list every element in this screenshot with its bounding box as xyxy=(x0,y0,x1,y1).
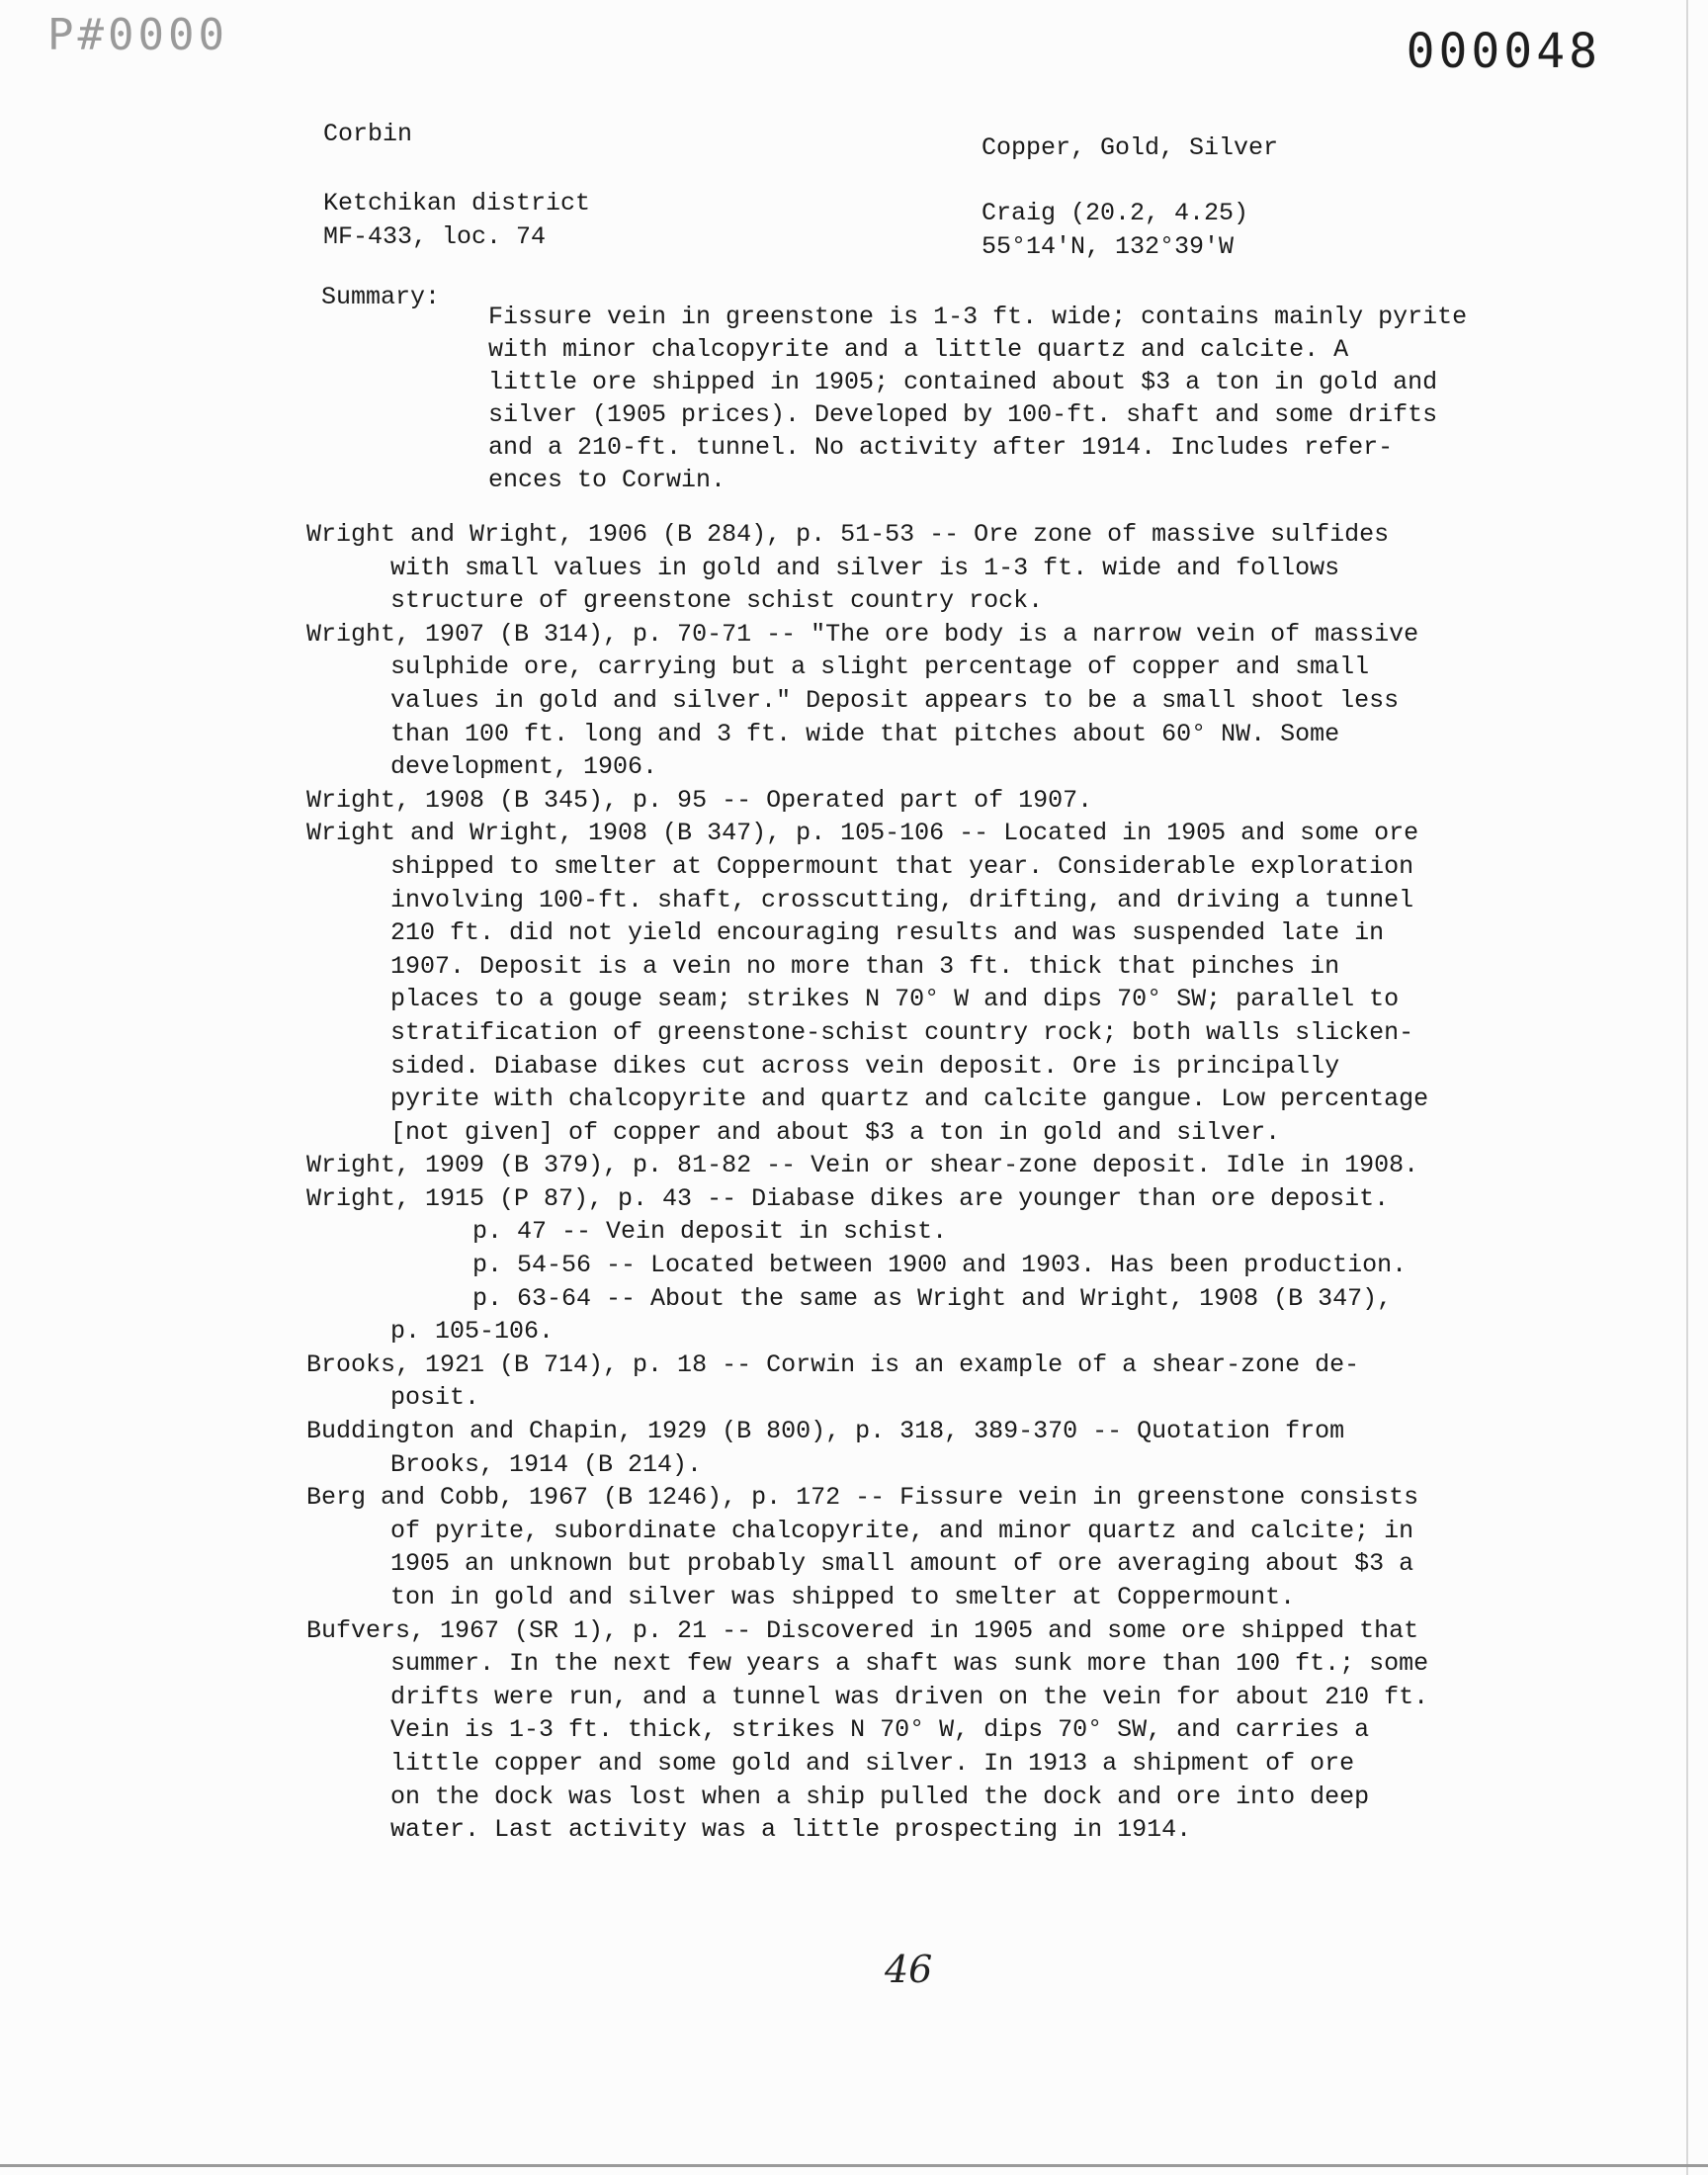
reference-line: Vein is 1-3 ft. thick, strikes N 70° W, dips 70° SW, and carries a xyxy=(390,1715,1370,1745)
reference-line: Berg and Cobb, 1967 (B 1246), p. 172 -- Fissure vein in greenstone consists xyxy=(306,1483,1419,1513)
reference-entry xyxy=(306,1182,1631,1348)
reference-line: sulphide ore, carrying but a slight percentage of copper and small xyxy=(390,652,1370,682)
reference-line: drifts were run, and a tunnel was driven on the vein for about 210 ft. xyxy=(390,1682,1429,1711)
reference-line: shipped to smelter at Coppermount that year. Considerable exploration xyxy=(390,851,1414,881)
reference-line: places to a gouge seam; strikes N 70° W and dips 70° SW; parallel to xyxy=(390,985,1400,1014)
reference-line: posit. xyxy=(390,1383,480,1413)
summary-text xyxy=(488,301,1615,496)
scan-edge xyxy=(1686,0,1688,2175)
file-stamp-left: P#0000 xyxy=(47,10,228,60)
summary-line: and a 210-ft. tunnel. No activity after 1914. Includes refer- xyxy=(488,433,1394,462)
reference-line: summer. In the next few years a shaft was sunk more than 100 ft.; some xyxy=(390,1649,1429,1679)
reference-line: 1907. Deposit is a vein no more than 3 ft. thick that pinches in xyxy=(390,951,1340,981)
map-reference: MF-433, loc. 74 xyxy=(323,222,547,251)
reference-line: Wright, 1907 (B 314), p. 70-71 -- "The ore body is a narrow vein of massive xyxy=(306,619,1419,649)
reference-line: p. 54-56 -- Located between 1900 and 1903. Has been production. xyxy=(472,1251,1408,1280)
reference-line: with small values in gold and silver is 1-3 ft. wide and follows xyxy=(390,553,1340,582)
coordinates: 55°14'N, 132°39'W xyxy=(982,232,1235,261)
reference-line: values in gold and silver." Deposit appears to be a small shoot less xyxy=(390,685,1400,715)
reference-line: Bufvers, 1967 (SR 1), p. 21 -- Discovered in 1905 and some ore shipped that xyxy=(306,1615,1419,1645)
reference-line: [not given] of copper and about $3 a ton in gold and silver. xyxy=(390,1117,1281,1147)
district: Ketchikan district xyxy=(323,189,591,218)
reference-entry xyxy=(306,1481,1631,1613)
references-list xyxy=(306,518,1631,1847)
reference-line: Brooks, 1921 (B 714), p. 18 -- Corwin is an example of a shear-zone de- xyxy=(306,1349,1360,1379)
reference-line: p. 63-64 -- About the same as Wright and Wright, 1908 (B 347), xyxy=(472,1283,1393,1313)
reference-line: pyrite with chalcopyrite and quartz and calcite gangue. Low percentage xyxy=(390,1085,1429,1114)
reference-entry xyxy=(306,1348,1631,1415)
reference-entry xyxy=(306,784,1631,818)
reference-line: 210 ft. did not yield encouraging results and was suspended late in xyxy=(390,918,1385,948)
page-number: 46 xyxy=(885,1948,933,1991)
reference-line: Wright and Wright, 1906 (B 284), p. 51-53 -- Ore zone of massive sulfides xyxy=(306,520,1390,549)
deposit-name: Corbin xyxy=(323,120,413,148)
reference-entry xyxy=(306,1149,1631,1182)
reference-line: sided. Diabase dikes cut across vein deposit. Ore is principally xyxy=(390,1051,1340,1081)
reference-line: on the dock was lost when a ship pulled the dock and ore into deep xyxy=(390,1782,1370,1811)
reference-line: ton in gold and silver was shipped to smelter at Coppermount. xyxy=(390,1583,1296,1611)
reference-line: Wright, 1915 (P 87), p. 43 -- Diabase dikes are younger than ore deposit. xyxy=(306,1183,1390,1213)
reference-entry xyxy=(306,1415,1631,1481)
file-stamp-right: 000048 xyxy=(1406,24,1601,79)
summary-line: ences to Corwin. xyxy=(488,466,726,494)
summary-line: little ore shipped in 1905; contained about $3 a ton in gold and xyxy=(488,368,1438,396)
summary-line: Fissure vein in greenstone is 1-3 ft. wide; contains mainly pyrite xyxy=(488,303,1468,331)
reference-line: Buddington and Chapin, 1929 (B 800), p. 318, 389-370 -- Quotation from xyxy=(306,1417,1345,1446)
reference-line: little copper and some gold and silver. In 1913 a shipment of ore xyxy=(390,1748,1355,1778)
reference-entry xyxy=(306,1614,1631,1847)
reference-line: structure of greenstone schist country rock. xyxy=(390,586,1044,616)
reference-line: p. 105-106. xyxy=(390,1317,555,1347)
summary-line: silver (1905 prices). Developed by 100-ft. shaft and some drifts xyxy=(488,400,1438,429)
reference-line: p. 47 -- Vein deposit in schist. xyxy=(472,1217,948,1247)
reference-line: involving 100-ft. shaft, crosscutting, drifting, and driving a tunnel xyxy=(390,885,1414,914)
quadrangle: Craig (20.2, 4.25) xyxy=(982,199,1249,227)
reference-entry xyxy=(306,817,1631,1149)
reference-line: water. Last activity was a little prospecting in 1914. xyxy=(390,1815,1192,1845)
reference-line: Wright and Wright, 1908 (B 347), p. 105-106 -- Located in 1905 and some ore xyxy=(306,819,1419,848)
reference-line: Brooks, 1914 (B 214). xyxy=(390,1449,703,1479)
summary-label: Summary: xyxy=(321,283,441,311)
reference-entry xyxy=(306,518,1631,618)
reference-line: development, 1906. xyxy=(390,752,658,782)
scan-bottom-rule xyxy=(0,2164,1708,2167)
summary-line: with minor chalcopyrite and a little quartz and calcite. A xyxy=(488,335,1349,364)
reference-entry xyxy=(306,618,1631,784)
commodities: Copper, Gold, Silver xyxy=(982,133,1279,162)
reference-line: than 100 ft. long and 3 ft. wide that pitches about 60° NW. Some xyxy=(390,719,1340,748)
reference-line: 1905 an unknown but probably small amount of ore averaging about $3 a xyxy=(390,1549,1414,1579)
reference-line: Wright, 1909 (B 379), p. 81-82 -- Vein or shear-zone deposit. Idle in 1908. xyxy=(306,1151,1419,1180)
reference-line: of pyrite, subordinate chalcopyrite, and minor quartz and calcite; in xyxy=(390,1516,1414,1545)
reference-line: stratification of greenstone-schist country rock; both walls slicken- xyxy=(390,1017,1414,1047)
reference-line: Wright, 1908 (B 345), p. 95 -- Operated part of 1907. xyxy=(306,785,1093,815)
